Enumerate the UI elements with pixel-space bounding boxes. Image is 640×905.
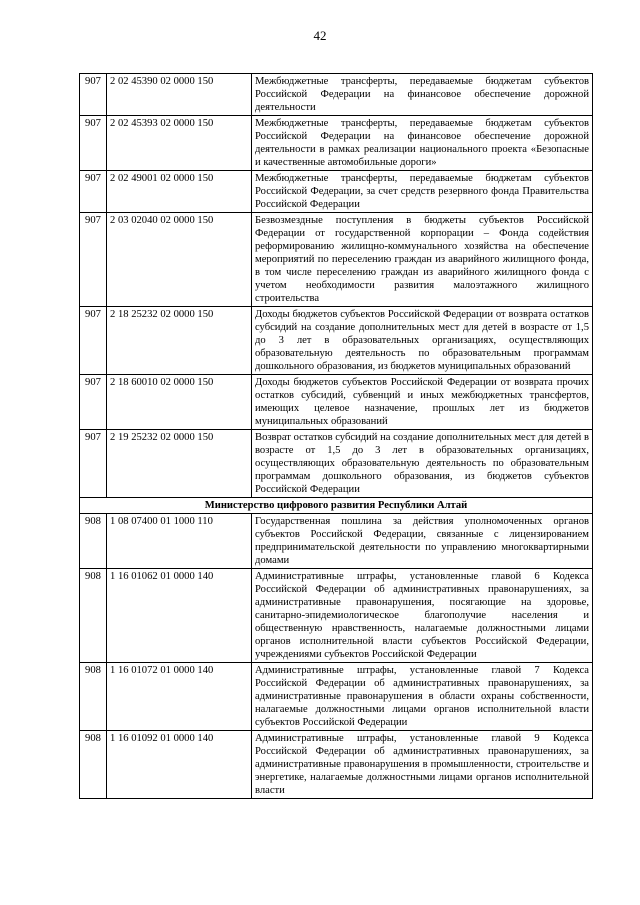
page-number: 42 [313, 28, 327, 43]
admin-code-cell: 908 [80, 514, 107, 569]
table-row [80, 171, 593, 213]
section-title: Министерство цифрового развития Республики Алтай [80, 498, 593, 514]
admin-code-cell: 907 [80, 116, 107, 171]
budget-code-cell: 1 16 01072 01 0000 140 [107, 663, 252, 731]
revenue-name-cell: Возврат остатков субсидий на создание дополнительных мест для детей в возрасте от 1,5 до 3 лет в образовательных организациях, осуществляющих образовательную деятельность по образовательным программам дошкольного образования, из бюджетов субъектов Российской Федерации [252, 430, 593, 498]
table-row [80, 569, 593, 663]
budget-code-cell: 1 16 01062 01 0000 140 [107, 569, 252, 663]
table-row [80, 74, 593, 116]
table-row [80, 731, 593, 799]
admin-code-cell: 908 [80, 663, 107, 731]
admin-code-cell: 907 [80, 171, 107, 213]
budget-code-cell: 2 02 49001 02 0000 150 [107, 171, 252, 213]
revenue-name-cell: Административные штрафы, установленные главой 6 Кодекса Российской Федерации об административных правонарушениях, за административные правонарушения, посягающие на здоровье, санитарно-эпидемиологическое благополучие населения и общественную нравственность, налагаемые должностными лицами органов исполнительной власти субъектов Российской Федерации, учреждениями субъектов Российской Федерации [252, 569, 593, 663]
revenue-name-cell: Государственная пошлина за действия уполномоченных органов субъектов Российской Федерации, связанные с лицензированием предпринимательской деятельности по управлению многоквартирными домами [252, 514, 593, 569]
table-row [80, 430, 593, 498]
budget-code-cell: 2 18 60010 02 0000 150 [107, 375, 252, 430]
revenue-name-cell: Доходы бюджетов субъектов Российской Федерации от возврата остатков субсидий на создание дополнительных мест для детей в возрасте от 1,5 до 3 лет в образовательных организациях, осуществляющих образовательную деятельность по образовательным программам дошкольного образования, из бюджетов муниципальных образований [252, 307, 593, 375]
budget-code-cell: 2 03 02040 02 0000 150 [107, 213, 252, 307]
revenue-name-cell: Административные штрафы, установленные главой 9 Кодекса Российской Федерации об административных правонарушениях, за административные правонарушения в промышленности, строительстве и энергетике, налагаемые должностными лицами органов исполнительной власти [252, 731, 593, 799]
section-header-row [80, 498, 593, 514]
revenue-name-cell: Безвозмездные поступления в бюджеты субъектов Российской Федерации от государственной корпорации – Фонда содействия реформированию жилищно-коммунального хозяйства на обеспечение мероприятий по переселению граждан из аварийного жилищного фонда, в том числе переселению граждан из аварийного жилищного фонда с учетом необходимости развития малоэтажного жилищного строительства [252, 213, 593, 307]
budget-code-cell: 2 02 45390 02 0000 150 [107, 74, 252, 116]
table-row [80, 375, 593, 430]
budget-code-cell: 1 08 07400 01 1000 110 [107, 514, 252, 569]
revenue-name-cell: Доходы бюджетов субъектов Российской Федерации от возврата прочих остатков субсидий, субвенций и иных межбюджетных трансфертов, имеющих целевое назначение, прошлых лет из бюджетов муниципальных образований [252, 375, 593, 430]
revenue-name-cell: Межбюджетные трансферты, передаваемые бюджетам субъектов Российской Федерации на финансовое обеспечение дорожной деятельности в рамках реализации национального проекта «Безопасные и качественные автомобильные дороги» [252, 116, 593, 171]
admin-code-cell: 907 [80, 213, 107, 307]
admin-code-cell: 907 [80, 307, 107, 375]
admin-code-cell: 908 [80, 731, 107, 799]
revenue-name-cell: Административные штрафы, установленные главой 7 Кодекса Российской Федерации об административных правонарушениях, за административные правонарушения в области охраны собственности, налагаемые должностными лицами органов исполнительной власти субъектов Российской Федерации [252, 663, 593, 731]
budget-code-cell: 2 19 25232 02 0000 150 [107, 430, 252, 498]
revenue-name-cell: Межбюджетные трансферты, передаваемые бюджетам субъектов Российской Федерации, за счет средств резервного фонда Правительства Российской Федерации [252, 171, 593, 213]
admin-code-cell: 908 [80, 569, 107, 663]
table-row [80, 514, 593, 569]
budget-code-cell: 1 16 01092 01 0000 140 [107, 731, 252, 799]
table-row [80, 213, 593, 307]
budget-code-cell: 2 02 45393 02 0000 150 [107, 116, 252, 171]
table-row [80, 116, 593, 171]
revenue-name-cell: Межбюджетные трансферты, передаваемые бюджетам субъектов Российской Федерации на финансовое обеспечение дорожной деятельности [252, 74, 593, 116]
admin-code-cell: 907 [80, 375, 107, 430]
table-row [80, 663, 593, 731]
revenue-codes-table [79, 73, 593, 799]
admin-code-cell: 907 [80, 74, 107, 116]
table-row [80, 307, 593, 375]
admin-code-cell: 907 [80, 430, 107, 498]
budget-code-cell: 2 18 25232 02 0000 150 [107, 307, 252, 375]
